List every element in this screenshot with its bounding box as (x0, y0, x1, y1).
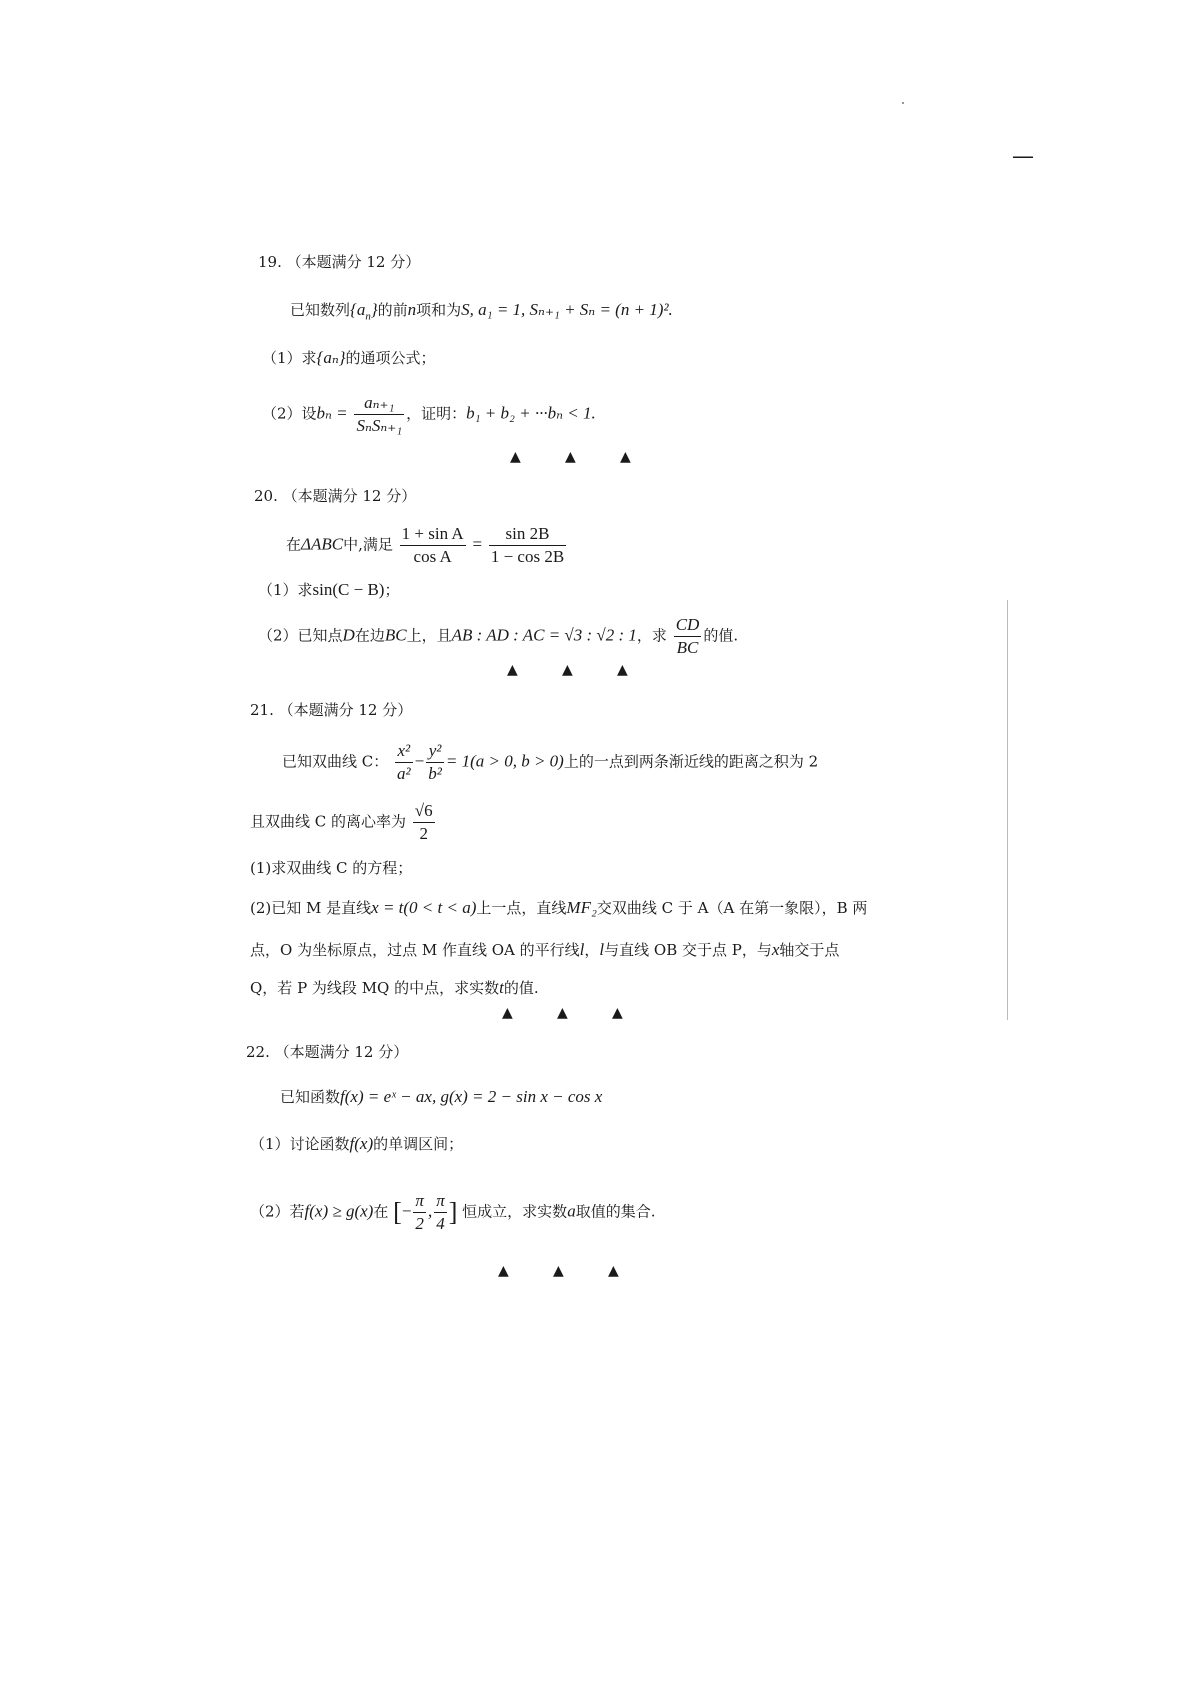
corner-mark: — (1012, 144, 1034, 169)
q19-part1: （1）求{aₙ}的通项公式； (262, 348, 436, 367)
q21-eccentricity: 且双曲线 C 的离心率为 $\frac{√6}{2}$ (250, 801, 433, 843)
separator-triangle: ▲ (510, 449, 521, 465)
separator-triangle: ▲ (557, 1005, 568, 1021)
separator-triangle: ▲ (562, 662, 573, 678)
separator-triangle: ▲ (565, 449, 576, 465)
q21-part1: (1)求双曲线 C 的方程； (250, 859, 413, 877)
q22-part1: （1）讨论函数f(x)的单调区间； (250, 1134, 464, 1153)
q22-part2: （2）若f(x) ≥ g(x)在 [− $\frac{\pi}{2}$ , $\frac{\pi}{4}$ ] 恒成立，求实数a取值的集合. (250, 1191, 656, 1233)
q20-stem: 在ΔABC中,满足 $\frac{\text{1 + sin A}}{\text{cos A}}$ = $\frac{\sin 2B}{1 - \cos 2B}$ (286, 524, 565, 566)
q22-stem: 已知函数f(x) = eˣ − ax, g(x) = 2 − sin x − cos x (280, 1087, 603, 1106)
q21-header: 21. （本题满分 12 分） (250, 701, 413, 719)
q22-header: 22. （本题满分 12 分） (246, 1043, 409, 1061)
q20-header: 20. （本题满分 12 分） (254, 487, 417, 505)
q21-stem: 已知双曲线 C： $\frac{\text{x²}}{\text{a²}}$ − $\frac{\text{y²}}{\text{b²}}$ = 1(a > 0, b > 0)上的一点到两条渐近线的距离之积为 2 (282, 741, 819, 783)
scan-speck (902, 102, 904, 104)
separator-triangle: ▲ (498, 1263, 509, 1279)
separator-triangle: ▲ (620, 449, 631, 465)
separator-triangle: ▲ (507, 662, 518, 678)
separator-triangle: ▲ (612, 1005, 623, 1021)
q19-stem: 已知数列$\{a_n\}$的前n项和为S, a₁ = 1, Sₙ₊₁ + Sₙ = (n + 1)². (290, 300, 673, 323)
q20-part1: （1）求sin(C − B)； (258, 580, 400, 599)
q21-part2-line1: (2)已知 M 是直线x = t(0 < t < a)上一点，直线MF₂交双曲线 C 于 A（A 在第一象限），B 两 (250, 898, 868, 917)
q19-part2: （2）设bₙ = $\frac{\text{aₙ₊₁}}{\text{SₙSₙ₊₁}}$ ，证明：b₁ + b₂ + ···bₙ < 1. (262, 393, 596, 435)
separator-triangle: ▲ (608, 1263, 619, 1279)
scan-edge-line (1007, 600, 1008, 1020)
q21-part2-line2: 点，O 为坐标原点，过点 M 作直线 OA 的平行线l，l与直线 OB 交于点 P，与x轴交于点 (250, 940, 840, 959)
separator-triangle: ▲ (617, 662, 628, 678)
separator-triangle: ▲ (502, 1005, 513, 1021)
q20-part2: （2）已知点D在边BC上，且AB : AD : AC = √3 : √2 : 1，求 $\frac{CD}{BC}$ 的值. (258, 615, 739, 657)
q19-header: 19. （本题满分 12 分） (258, 253, 421, 271)
q19-fraction: $\frac{\text{aₙ₊₁}}{\text{SₙSₙ₊₁}}$ (356, 393, 403, 435)
separator-triangle: ▲ (553, 1263, 564, 1279)
q21-part2-line3: Q，若 P 为线段 MQ 的中点，求实数t的值. (250, 978, 539, 997)
